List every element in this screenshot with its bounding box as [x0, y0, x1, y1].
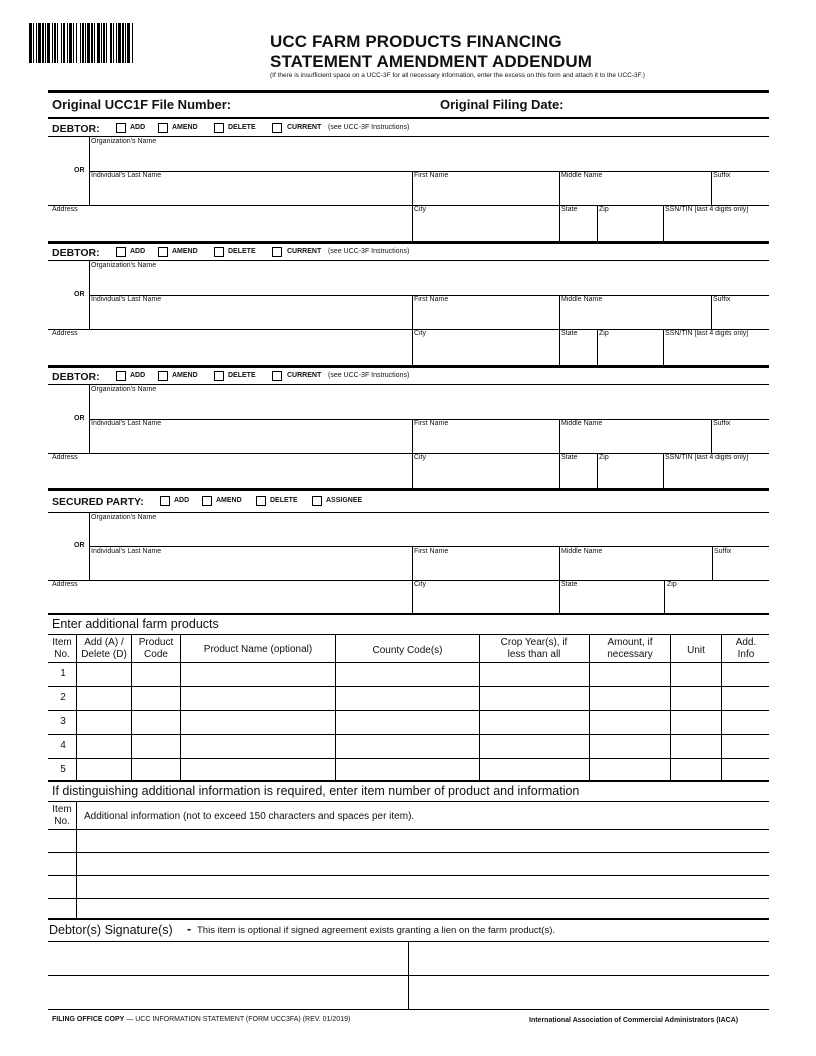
debtor-2-add-label: ADD	[130, 248, 146, 255]
debtor-1-current-label: CURRENT	[287, 124, 322, 131]
signature-field-3[interactable]	[50, 977, 406, 1007]
debtor-2-city-label: City	[414, 330, 427, 337]
product-cell-field[interactable]	[591, 736, 668, 755]
filing-date-field[interactable]	[575, 97, 765, 113]
secured-or-label: OR	[74, 542, 85, 549]
form-subtitle: (If there is insufficient space on a UCC-3F for all necessary information, enter the excess on this form and attach it to the UCC-3F.)	[270, 72, 645, 79]
debtor-1-middle-name-label: Middle Name	[561, 172, 603, 179]
debtor-2-org-name-label: Organization's Name	[91, 262, 157, 269]
debtor-1-ssn-label: SSN/TIN [last 4 digits only]	[665, 206, 749, 213]
product-cell-field[interactable]	[481, 712, 587, 731]
divider	[412, 171, 413, 241]
product-cell-field[interactable]	[723, 664, 767, 683]
debtor-3-amend-checkbox[interactable]	[158, 371, 168, 381]
divider	[48, 329, 769, 330]
additional-info-field[interactable]	[78, 831, 766, 849]
divider	[48, 580, 769, 581]
divider	[48, 875, 769, 876]
secured-assignee-checkbox[interactable]	[312, 496, 322, 506]
filing-date-label: Original Filing Date:	[440, 97, 564, 112]
divider	[48, 829, 769, 830]
additional-info-header: Additional information (not to exceed 150 characters and spaces per item).	[84, 811, 415, 822]
divider	[597, 329, 598, 365]
divider	[48, 384, 769, 385]
product-cell-field[interactable]	[672, 736, 719, 755]
divider	[89, 546, 769, 547]
signature-field-2[interactable]	[410, 943, 766, 973]
product-cell-field[interactable]	[337, 664, 477, 683]
debtor-1-state-label: State	[561, 206, 578, 213]
col-amount-header: Amount, if necessary	[607, 637, 653, 660]
product-cell-field[interactable]	[723, 712, 767, 731]
debtor-3-add-label: ADD	[130, 372, 146, 379]
debtor-1-delete-checkbox[interactable]	[214, 123, 224, 133]
product-row-number: 4	[60, 740, 66, 751]
debtor-1-amend-checkbox[interactable]	[158, 123, 168, 133]
product-cell-field[interactable]	[78, 712, 129, 731]
product-cell-field[interactable]	[672, 664, 719, 683]
product-cell-field[interactable]	[672, 712, 719, 731]
debtor-3-ssn-label: SSN/TIN [last 4 digits only]	[665, 454, 749, 461]
product-cell-field[interactable]	[672, 688, 719, 707]
product-cell-field[interactable]	[182, 712, 333, 731]
footer-left	[52, 1016, 350, 1023]
product-cell-field[interactable]	[78, 760, 129, 779]
file-number-label: Original UCC1F File Number:	[52, 97, 232, 112]
divider	[559, 419, 560, 489]
product-cell-field[interactable]	[78, 736, 129, 755]
additional-item-field[interactable]	[50, 854, 74, 872]
secured-org-name-label: Organization's Name	[91, 514, 157, 521]
product-cell-field[interactable]	[591, 664, 668, 683]
debtor-1-zip-label: Zip	[599, 206, 609, 213]
products-heading: Enter additional farm products	[52, 617, 219, 631]
divider	[663, 453, 664, 489]
debtor-1-city-label: City	[414, 206, 427, 213]
debtor-2-amend-checkbox[interactable]	[158, 247, 168, 257]
secured-first-name-label: First Name	[414, 548, 449, 555]
divider	[712, 546, 713, 580]
debtor-3-org-name-label: Organization's Name	[91, 386, 157, 393]
product-cell-field[interactable]	[337, 760, 477, 779]
product-cell-field[interactable]	[133, 688, 178, 707]
secured-delete-checkbox[interactable]	[256, 496, 266, 506]
product-cell-field[interactable]	[481, 688, 587, 707]
divider	[48, 241, 769, 244]
debtor-2-current-note: (see UCC-3F Instructions)	[328, 248, 410, 255]
signature-note: This item is optional if signed agreement exists granting a lien on the farm product(s).	[197, 925, 556, 936]
divider	[48, 1009, 769, 1010]
secured-amend-checkbox[interactable]	[202, 496, 212, 506]
divider	[48, 898, 769, 899]
divider	[597, 205, 598, 241]
debtor-1-add-checkbox[interactable]	[116, 123, 126, 133]
divider	[48, 136, 769, 137]
debtor-2-current-checkbox[interactable]	[272, 247, 282, 257]
debtor-3-city-label: City	[414, 454, 427, 461]
product-cell-field[interactable]	[78, 664, 129, 683]
debtor-1-address-label: Address	[52, 206, 78, 213]
debtor-2-address-label: Address	[52, 330, 78, 337]
divider	[48, 686, 769, 687]
divider	[597, 453, 598, 489]
signature-heading: Debtor(s) Signature(s)	[49, 923, 173, 937]
debtor-3-delete-checkbox[interactable]	[214, 371, 224, 381]
divider	[48, 975, 769, 976]
divider	[48, 117, 769, 119]
divider	[663, 205, 664, 241]
divider	[711, 419, 712, 453]
divider	[48, 734, 769, 735]
signature-field-1[interactable]	[50, 943, 406, 973]
divider	[664, 580, 665, 614]
debtor-1-first-name-label: First Name	[414, 172, 449, 179]
divider	[48, 852, 769, 853]
product-row-number: 5	[60, 764, 66, 775]
debtor-2-last-name-label: Individual's Last Name	[91, 296, 162, 303]
col-item-header: Item No.	[52, 637, 72, 660]
debtor-2-amend-label: AMEND	[172, 248, 198, 255]
debtor-2-first-name-label: First Name	[414, 296, 449, 303]
divider	[48, 634, 769, 635]
debtor-2-current-label: CURRENT	[287, 248, 322, 255]
product-cell-field[interactable]	[481, 760, 587, 779]
product-cell-field[interactable]	[133, 664, 178, 683]
debtor-1-current-checkbox[interactable]	[272, 123, 282, 133]
divider	[412, 295, 413, 365]
product-cell-field[interactable]	[337, 712, 477, 731]
secured-add-label: ADD	[174, 497, 190, 504]
debtor-3-amend-label: AMEND	[172, 372, 198, 379]
debtor-3-first-name-label: First Name	[414, 420, 449, 427]
product-cell-field[interactable]	[337, 688, 477, 707]
product-cell-field[interactable]	[591, 712, 668, 731]
debtor-3-label: DEBTOR:	[52, 371, 100, 383]
divider	[559, 171, 560, 241]
product-cell-field[interactable]	[182, 664, 333, 683]
additional-info-field[interactable]	[78, 900, 766, 918]
divider	[48, 453, 769, 454]
debtor-1-last-name-label: Individual's Last Name	[91, 172, 162, 179]
debtor-1-amend-label: AMEND	[172, 124, 198, 131]
col-code-header: Product Code	[138, 637, 174, 660]
debtor-3-delete-label: DELETE	[228, 372, 256, 379]
product-cell-field[interactable]	[481, 664, 587, 683]
form-title-line1: UCC FARM PRODUCTS FINANCING	[270, 32, 562, 51]
secured-suffix-label: Suffix	[714, 548, 732, 555]
divider	[711, 295, 712, 329]
divider	[48, 488, 769, 491]
debtor-3-zip-label: Zip	[599, 454, 609, 461]
footer-copy-label: FILING OFFICE COPY	[52, 1016, 125, 1023]
debtor-3-suffix-label: Suffix	[713, 420, 731, 427]
secured-middle-name-label: Middle Name	[561, 548, 603, 555]
secured-add-checkbox[interactable]	[160, 496, 170, 506]
debtor-1-org-name-field[interactable]	[92, 148, 762, 168]
divider	[48, 613, 769, 615]
secured-zip-label: Zip	[667, 581, 677, 588]
debtor-3-add-checkbox[interactable]	[116, 371, 126, 381]
signature-dash: -	[187, 922, 192, 936]
debtor-3-current-label: CURRENT	[287, 372, 322, 379]
product-cell-field[interactable]	[723, 736, 767, 755]
debtor-2-suffix-label: Suffix	[713, 296, 731, 303]
product-cell-field[interactable]	[78, 688, 129, 707]
additional-item-field[interactable]	[50, 831, 74, 849]
product-row-number: 1	[60, 668, 66, 679]
divider	[48, 758, 769, 759]
product-cell-field[interactable]	[723, 760, 767, 779]
product-cell-field[interactable]	[182, 760, 333, 779]
debtor-2-state-label: State	[561, 330, 578, 337]
debtor-2-delete-label: DELETE	[228, 248, 256, 255]
additional-heading: If distinguishing additional information is required, enter item number of product and information	[52, 784, 580, 798]
product-cell-field[interactable]	[133, 760, 178, 779]
divider	[48, 205, 769, 206]
divider	[663, 329, 664, 365]
debtor-1-or-label: OR	[74, 167, 85, 174]
debtor-2-middle-name-label: Middle Name	[561, 296, 603, 303]
divider	[48, 260, 769, 261]
footer-form-info: — UCC INFORMATION STATEMENT (FORM UCC3FA) (REV. 01/2019)	[124, 1016, 351, 1023]
product-cell-field[interactable]	[182, 688, 333, 707]
additional-item-header: Item No.	[52, 804, 72, 827]
debtor-2-or-label: OR	[74, 291, 85, 298]
secured-org-name-field[interactable]	[92, 524, 762, 544]
secured-amend-label: AMEND	[216, 497, 242, 504]
divider	[559, 295, 560, 365]
debtor-3-current-note: (see UCC-3F Instructions)	[328, 372, 410, 379]
product-cell-field[interactable]	[337, 736, 477, 755]
debtor-3-middle-name-label: Middle Name	[561, 420, 603, 427]
secured-city-label: City	[414, 581, 427, 588]
debtor-1-current-note: (see UCC-3F Instructions)	[328, 124, 410, 131]
debtor-2-org-name-field[interactable]	[92, 272, 762, 292]
product-cell-field[interactable]	[182, 736, 333, 755]
divider	[48, 90, 769, 93]
debtor-3-state-label: State	[561, 454, 578, 461]
product-cell-field[interactable]	[133, 736, 178, 755]
divider	[48, 710, 769, 711]
signature-field-4[interactable]	[410, 977, 766, 1007]
file-number-field[interactable]	[240, 97, 430, 113]
debtor-1-suffix-label: Suffix	[713, 172, 731, 179]
secured-assignee-label: ASSIGNEE	[326, 497, 363, 504]
product-row-number: 3	[60, 716, 66, 727]
divider	[711, 171, 712, 205]
secured-address-label: Address	[52, 581, 78, 588]
debtor-2-add-checkbox[interactable]	[116, 247, 126, 257]
divider	[48, 512, 769, 513]
product-row-number: 2	[60, 692, 66, 703]
additional-item-field[interactable]	[50, 877, 74, 895]
product-cell-field[interactable]	[133, 712, 178, 731]
divider	[76, 801, 77, 918]
debtor-2-ssn-label: SSN/TIN [last 4 digits only]	[665, 330, 749, 337]
debtor-3-last-name-label: Individual's Last Name	[91, 420, 162, 427]
divider	[48, 801, 769, 802]
debtor-3-or-label: OR	[74, 415, 85, 422]
product-cell-field[interactable]	[672, 760, 719, 779]
divider	[48, 662, 769, 663]
secured-state-label: State	[561, 581, 578, 588]
additional-info-field[interactable]	[78, 877, 766, 895]
debtor-3-address-label: Address	[52, 454, 78, 461]
debtor-3-current-checkbox[interactable]	[272, 371, 282, 381]
debtor-2-delete-checkbox[interactable]	[214, 247, 224, 257]
product-cell-field[interactable]	[591, 688, 668, 707]
col-county-header: County Code(s)	[372, 645, 443, 656]
col-name-header: Product Name (optional)	[203, 644, 313, 655]
col-info-header: Add. Info	[735, 637, 757, 660]
debtor-2-zip-label: Zip	[599, 330, 609, 337]
product-cell-field[interactable]	[591, 760, 668, 779]
form-title-line2: STATEMENT AMENDMENT ADDENDUM	[270, 52, 592, 71]
barcode-bar	[133, 23, 134, 63]
divider	[48, 365, 769, 368]
col-add-header: Add (A) / Delete (D)	[81, 637, 127, 660]
barcode	[29, 23, 214, 63]
debtor-1-delete-label: DELETE	[228, 124, 256, 131]
secured-last-name-label: Individual's Last Name	[91, 548, 162, 555]
divider	[48, 918, 769, 920]
product-cell-field[interactable]	[723, 688, 767, 707]
secured-delete-label: DELETE	[270, 497, 298, 504]
additional-item-field[interactable]	[50, 900, 74, 918]
debtor-2-label: DEBTOR:	[52, 247, 100, 259]
debtor-1-label: DEBTOR:	[52, 123, 100, 135]
debtor-1-org-name-label: Organization's Name	[91, 138, 157, 145]
additional-info-field[interactable]	[78, 854, 766, 872]
footer-right: International Association of Commercial Administrators (IACA)	[529, 1017, 739, 1024]
col-unit-header: Unit	[687, 645, 705, 656]
divider	[412, 419, 413, 489]
secured-party-label: SECURED PARTY:	[52, 496, 144, 508]
debtor-1-add-label: ADD	[130, 124, 146, 131]
col-crop-header: Crop Year(s), if less than all	[500, 637, 568, 660]
divider	[48, 780, 769, 782]
product-cell-field[interactable]	[481, 736, 587, 755]
debtor-3-org-name-field[interactable]	[92, 396, 762, 416]
